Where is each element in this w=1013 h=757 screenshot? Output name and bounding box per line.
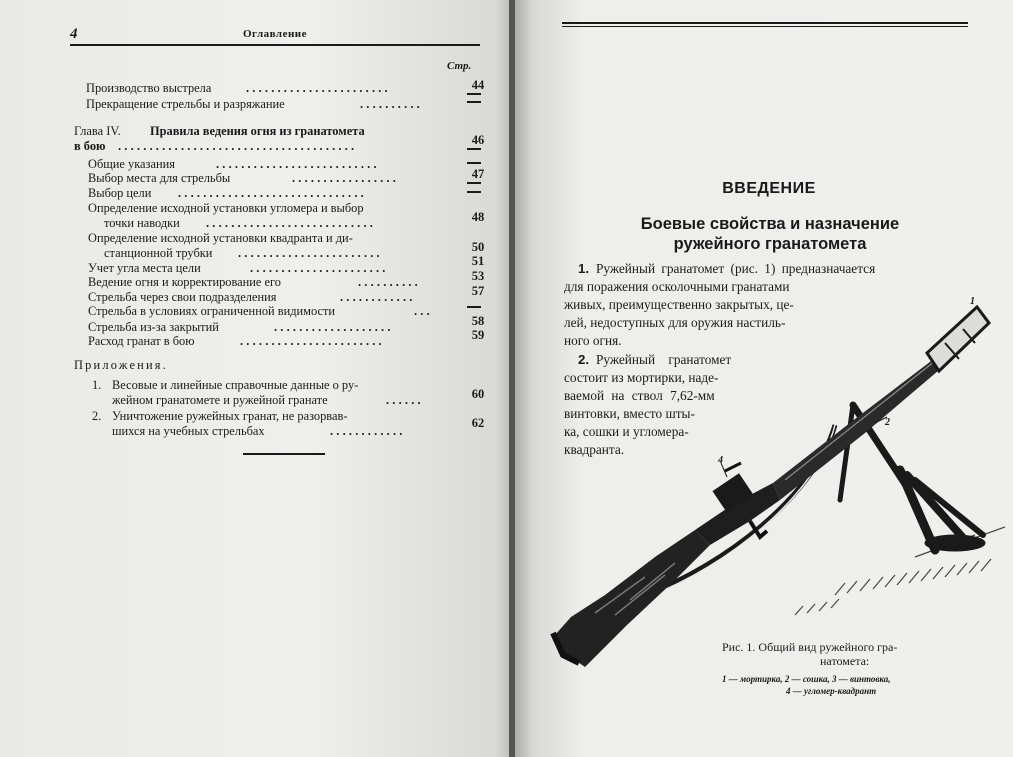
section-title-line-1: Боевые свойства и назначение <box>640 215 900 233</box>
paragraph-number: 1. <box>578 261 590 276</box>
appendix-page-number: 62 <box>471 416 485 430</box>
toc-page-dash <box>467 191 481 193</box>
running-head <box>70 26 480 46</box>
appendix-heading: Приложения. <box>74 358 168 372</box>
appendix-entry-cont[interactable]: шихся на учебных стрельбах ............ <box>112 424 406 438</box>
toc-entry[interactable]: Определение исходной установки квадранта и ди- <box>88 231 353 245</box>
figure-legend-line-2: 4 — угломер-квадрант <box>786 686 877 696</box>
toc-entry[interactable]: Стрельба из-за закрытий ................... <box>88 320 394 334</box>
toc-page-number: 53 <box>471 269 485 283</box>
toc-page-number: 46 <box>471 133 485 147</box>
toc-page-number: 58 <box>471 314 485 328</box>
cup-launcher <box>927 307 989 371</box>
figure-caption-line-2: натомета: <box>820 654 870 668</box>
toc-entry[interactable]: Определение исходной установки угломера и выбор <box>88 201 364 215</box>
figure-caption-line-1: Рис. 1. Общий вид ружейного гра- <box>722 640 898 654</box>
toc-entry[interactable]: Выбор места для стрельбы ................. <box>88 171 400 185</box>
toc-entry[interactable]: Выбор цели .............................. <box>88 186 367 200</box>
page-number-underline <box>467 182 481 184</box>
chapter-heading: ВВЕДЕНИЕ <box>722 180 816 197</box>
toc-page-number: 57 <box>471 284 485 298</box>
callout-label: 4 <box>718 455 723 466</box>
figure-legend-line-1: 1 — мортирка, 2 — сошка, 3 — винтовка, <box>722 674 891 684</box>
toc-page-dash <box>467 306 481 308</box>
toc-entry[interactable]: Расход гранат в бою ....................... <box>88 334 385 348</box>
toc-page-dash <box>467 101 481 103</box>
appendix-entry[interactable]: 2. Уничтожение ружейных гранат, не разорвав- <box>92 409 348 423</box>
toc-entry[interactable]: Стрельба через свои подразделения ............ <box>88 290 416 304</box>
callout-label: 1 <box>970 296 975 307</box>
toc-page-dash <box>467 162 481 164</box>
section-title-line-2: ружейного гранатомета <box>673 235 867 253</box>
page-column-label: Стр. <box>447 60 472 72</box>
page-number-underline <box>467 93 481 95</box>
appendix-entry-cont[interactable]: жейном гранатомете и ружейной гранате ...... <box>112 393 424 407</box>
toc-page-number: 48 <box>471 210 485 224</box>
top-rule <box>562 22 968 24</box>
rifle-barrel <box>773 355 945 500</box>
toc-entry[interactable]: Общие указания .......................... <box>88 157 380 171</box>
running-head-title: Оглавление <box>242 28 308 40</box>
toc-entry[interactable]: Прекращение стрельбы и разряжание .......... <box>86 97 423 111</box>
toc-page-number: 51 <box>471 254 485 268</box>
toc-entry-cont[interactable]: точки наводки ........................... <box>104 216 377 230</box>
toc-page-number: 44 <box>471 78 485 92</box>
toc-entry-cont[interactable]: станционной трубки ....................... <box>104 246 383 260</box>
running-head-rule <box>70 44 480 46</box>
appendix-page-number: 60 <box>471 387 485 401</box>
page-number-underline <box>467 148 481 150</box>
toc-page-number: 47 <box>471 167 485 181</box>
toc-entry[interactable]: Ведение огня и корректирование его .......... <box>88 275 421 289</box>
toc-entry[interactable]: Производство выстрела ....................... <box>86 81 391 95</box>
grenade-launcher-illustration <box>535 295 1005 695</box>
toc-entry[interactable]: Учет угла места цели ...................... <box>88 261 389 275</box>
toc-page-number: 59 <box>471 328 485 342</box>
top-rule-thin <box>562 26 968 27</box>
callout-label: 2 <box>885 417 890 428</box>
end-rule <box>243 453 325 455</box>
toc-chapter-entry[interactable]: Глава IV. Правила ведения огня из гранатомета <box>74 124 365 138</box>
toc-page-number: 50 <box>471 240 485 254</box>
page-number: 4 <box>70 26 78 42</box>
toc-entry[interactable]: Стрельба в условиях ограниченной видимости ... <box>88 304 433 318</box>
appendix-entry[interactable]: 1. Весовые и линейные справочные данные о ру- <box>92 378 359 392</box>
toc-chapter-entry-cont[interactable]: в бою ...................................... <box>74 139 358 153</box>
paragraph-number: 2. <box>578 352 590 367</box>
